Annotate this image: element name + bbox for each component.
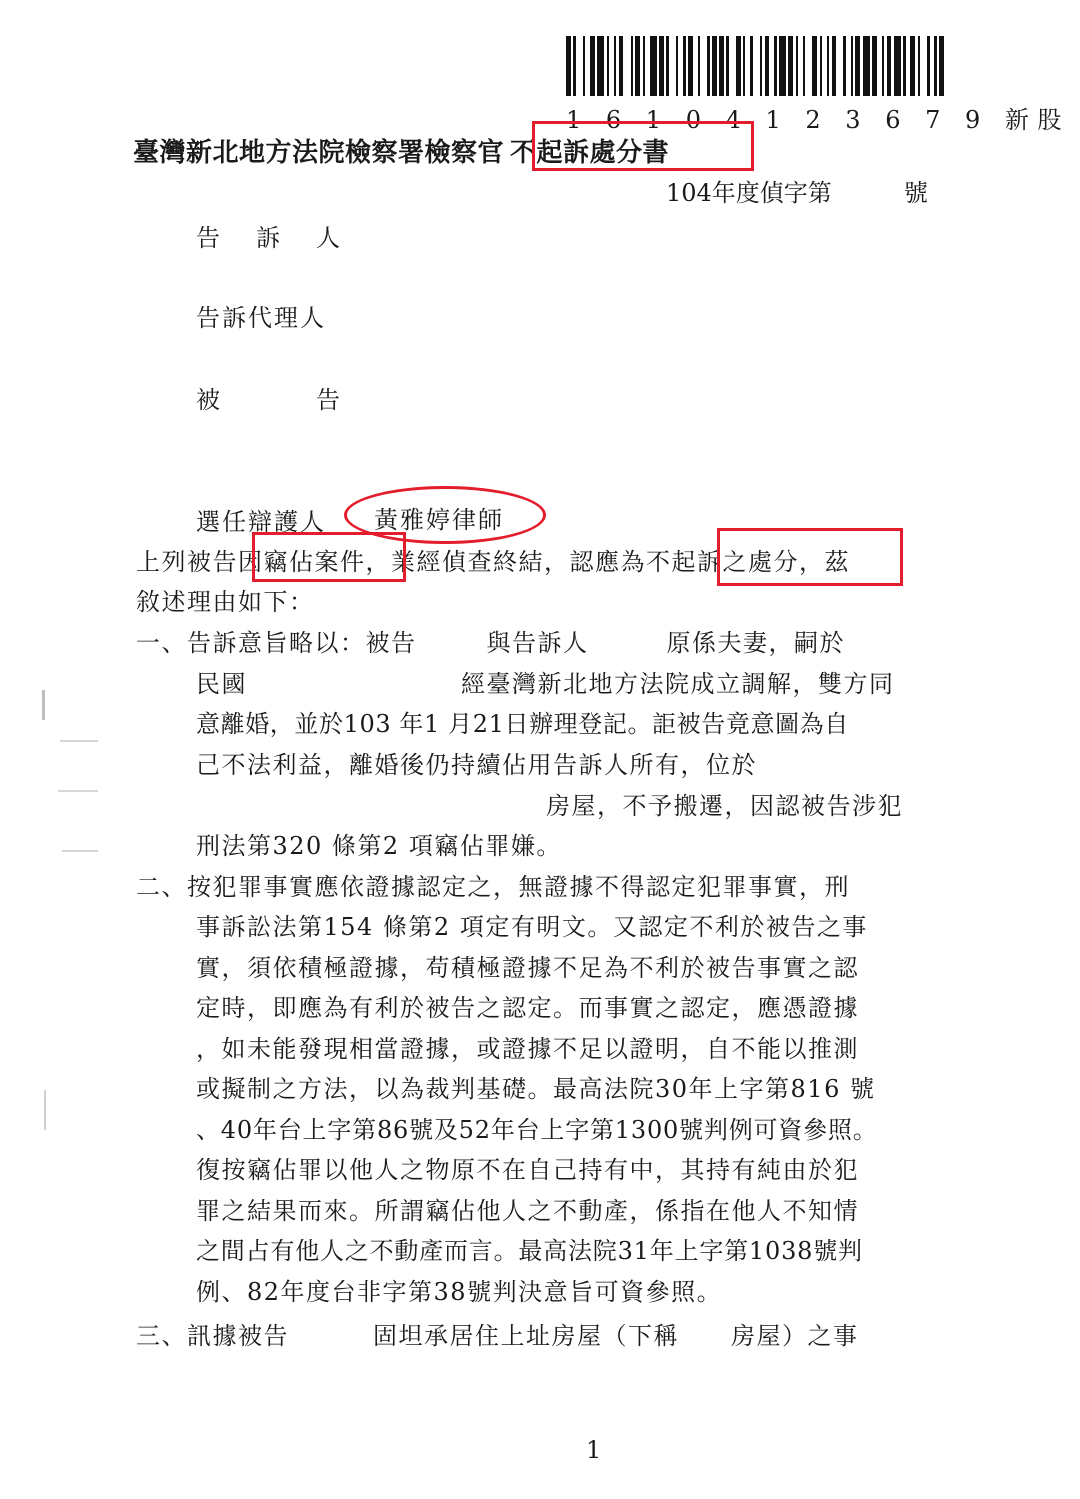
sec3-line-1 (136, 1316, 859, 1351)
case-number-suffix: 號 (903, 179, 928, 207)
sec1-text: 與告訴人 (486, 629, 589, 657)
sec1-head: 一、告訴意旨略以：被告 (136, 629, 417, 657)
sec2-line: 復按竊佔罪以他人之物原不在自己持有中，其持有純由於犯 (196, 1156, 859, 1184)
sec1-text: 民國 (196, 670, 247, 698)
sec1-text: 經臺灣新北地方法院成立調解，雙方同 (461, 670, 895, 698)
sec1-line-6: 刑法第320 條第2 項竊佔罪嫌。 (196, 832, 562, 860)
scan-artifact (58, 790, 98, 792)
title-prefix: 臺灣新北地方法院檢察署檢察官 (133, 138, 505, 168)
scan-artifact (42, 690, 45, 720)
sec2-line: 之間占有他人之不動產而言。最高法院31年上字第1038號判 (196, 1237, 863, 1265)
sec2-line: 事訴訟法第154 條第2 項定有明文。又認定不利於被告之事 (196, 913, 868, 941)
scan-artifact (44, 1090, 46, 1130)
sec2-line: 罪之結果而來。所謂竊佔他人之不動產，係指在他人不知情 (196, 1197, 859, 1225)
sec2-line: ，如未能發現相當證據，或證據不足以證明，自不能以推測 (196, 1035, 859, 1063)
charge-name: 竊佔案件 (263, 548, 366, 576)
complainant-label: 告 訴 人 (196, 224, 346, 252)
sec2-line: 實，須依積極證據，苟積極證據不足為不利於被告事實之認 (196, 954, 859, 982)
intro-line-2: 敘述理由如下： (136, 588, 315, 616)
sec2-line: 、40年台上字第86號及52年台上字第1300號判例可資參照。 (196, 1116, 878, 1144)
page-number: 1 (586, 1436, 602, 1464)
highlight-box-charge (252, 532, 406, 582)
defendant-label: 被 告 (196, 386, 346, 414)
case-number-prefix: 104年度偵字第 (666, 179, 832, 207)
defense-counsel-label: 選任辯護人 (196, 508, 326, 536)
barcode-number: 1 6 1 0 4 1 2 3 6 7 9 新股 (566, 106, 1070, 134)
intro-text: 上列被告因 (136, 548, 264, 576)
sec2-line: 例、82年度台非字第38號判決意旨可資參照。 (196, 1278, 723, 1306)
decision-text: 不起訴之處分 (646, 548, 799, 576)
case-number (666, 173, 928, 208)
highlight-box-doc-type (532, 121, 754, 171)
sec1-line-1 (136, 623, 845, 658)
highlight-box-decision (717, 528, 903, 586)
sec2-line: 定時，即應為有利於被告之認定。而事實之認定，應憑證據 (196, 994, 859, 1022)
scan-artifact (62, 850, 98, 852)
intro-text: ，業經偵查終結，認應為 (365, 548, 646, 576)
sec2-head: 二、按犯罪事實應依證據認定之，無證據不得認定犯罪事實，刑 (136, 873, 850, 901)
title-doc-type: 不起訴處分書 (510, 138, 670, 168)
defense-counsel-name: 黃雅婷律師 (374, 506, 504, 534)
barcode (566, 36, 952, 96)
sec1-line-4: 己不法利益，離婚後仍持續佔用告訴人所有，位於 (196, 751, 757, 779)
sec3-text: 房屋）之事 (731, 1322, 859, 1350)
sec1-line-2 (196, 664, 895, 699)
sec3-head: 三、訊據被告 (136, 1322, 289, 1350)
sec1-line-5: 房屋，不予搬遷，因認被告涉犯 (546, 792, 903, 820)
scan-artifact (60, 740, 98, 742)
sec1-line-3: 意離婚，並於103 年1 月21日辦理登記。詎被告竟意圖為自 (196, 710, 849, 738)
sec1-text: 原係夫妻，嗣於 (666, 629, 845, 657)
sec2-line: 或擬制之方法，以為裁判基礎。最高法院30年上字第816 號 (196, 1075, 876, 1103)
sec3-text: 固坦承居住上址房屋（下稱 (373, 1322, 679, 1350)
complainant-agent-label: 告訴代理人 (196, 304, 326, 332)
intro-text: ，茲 (799, 548, 850, 576)
